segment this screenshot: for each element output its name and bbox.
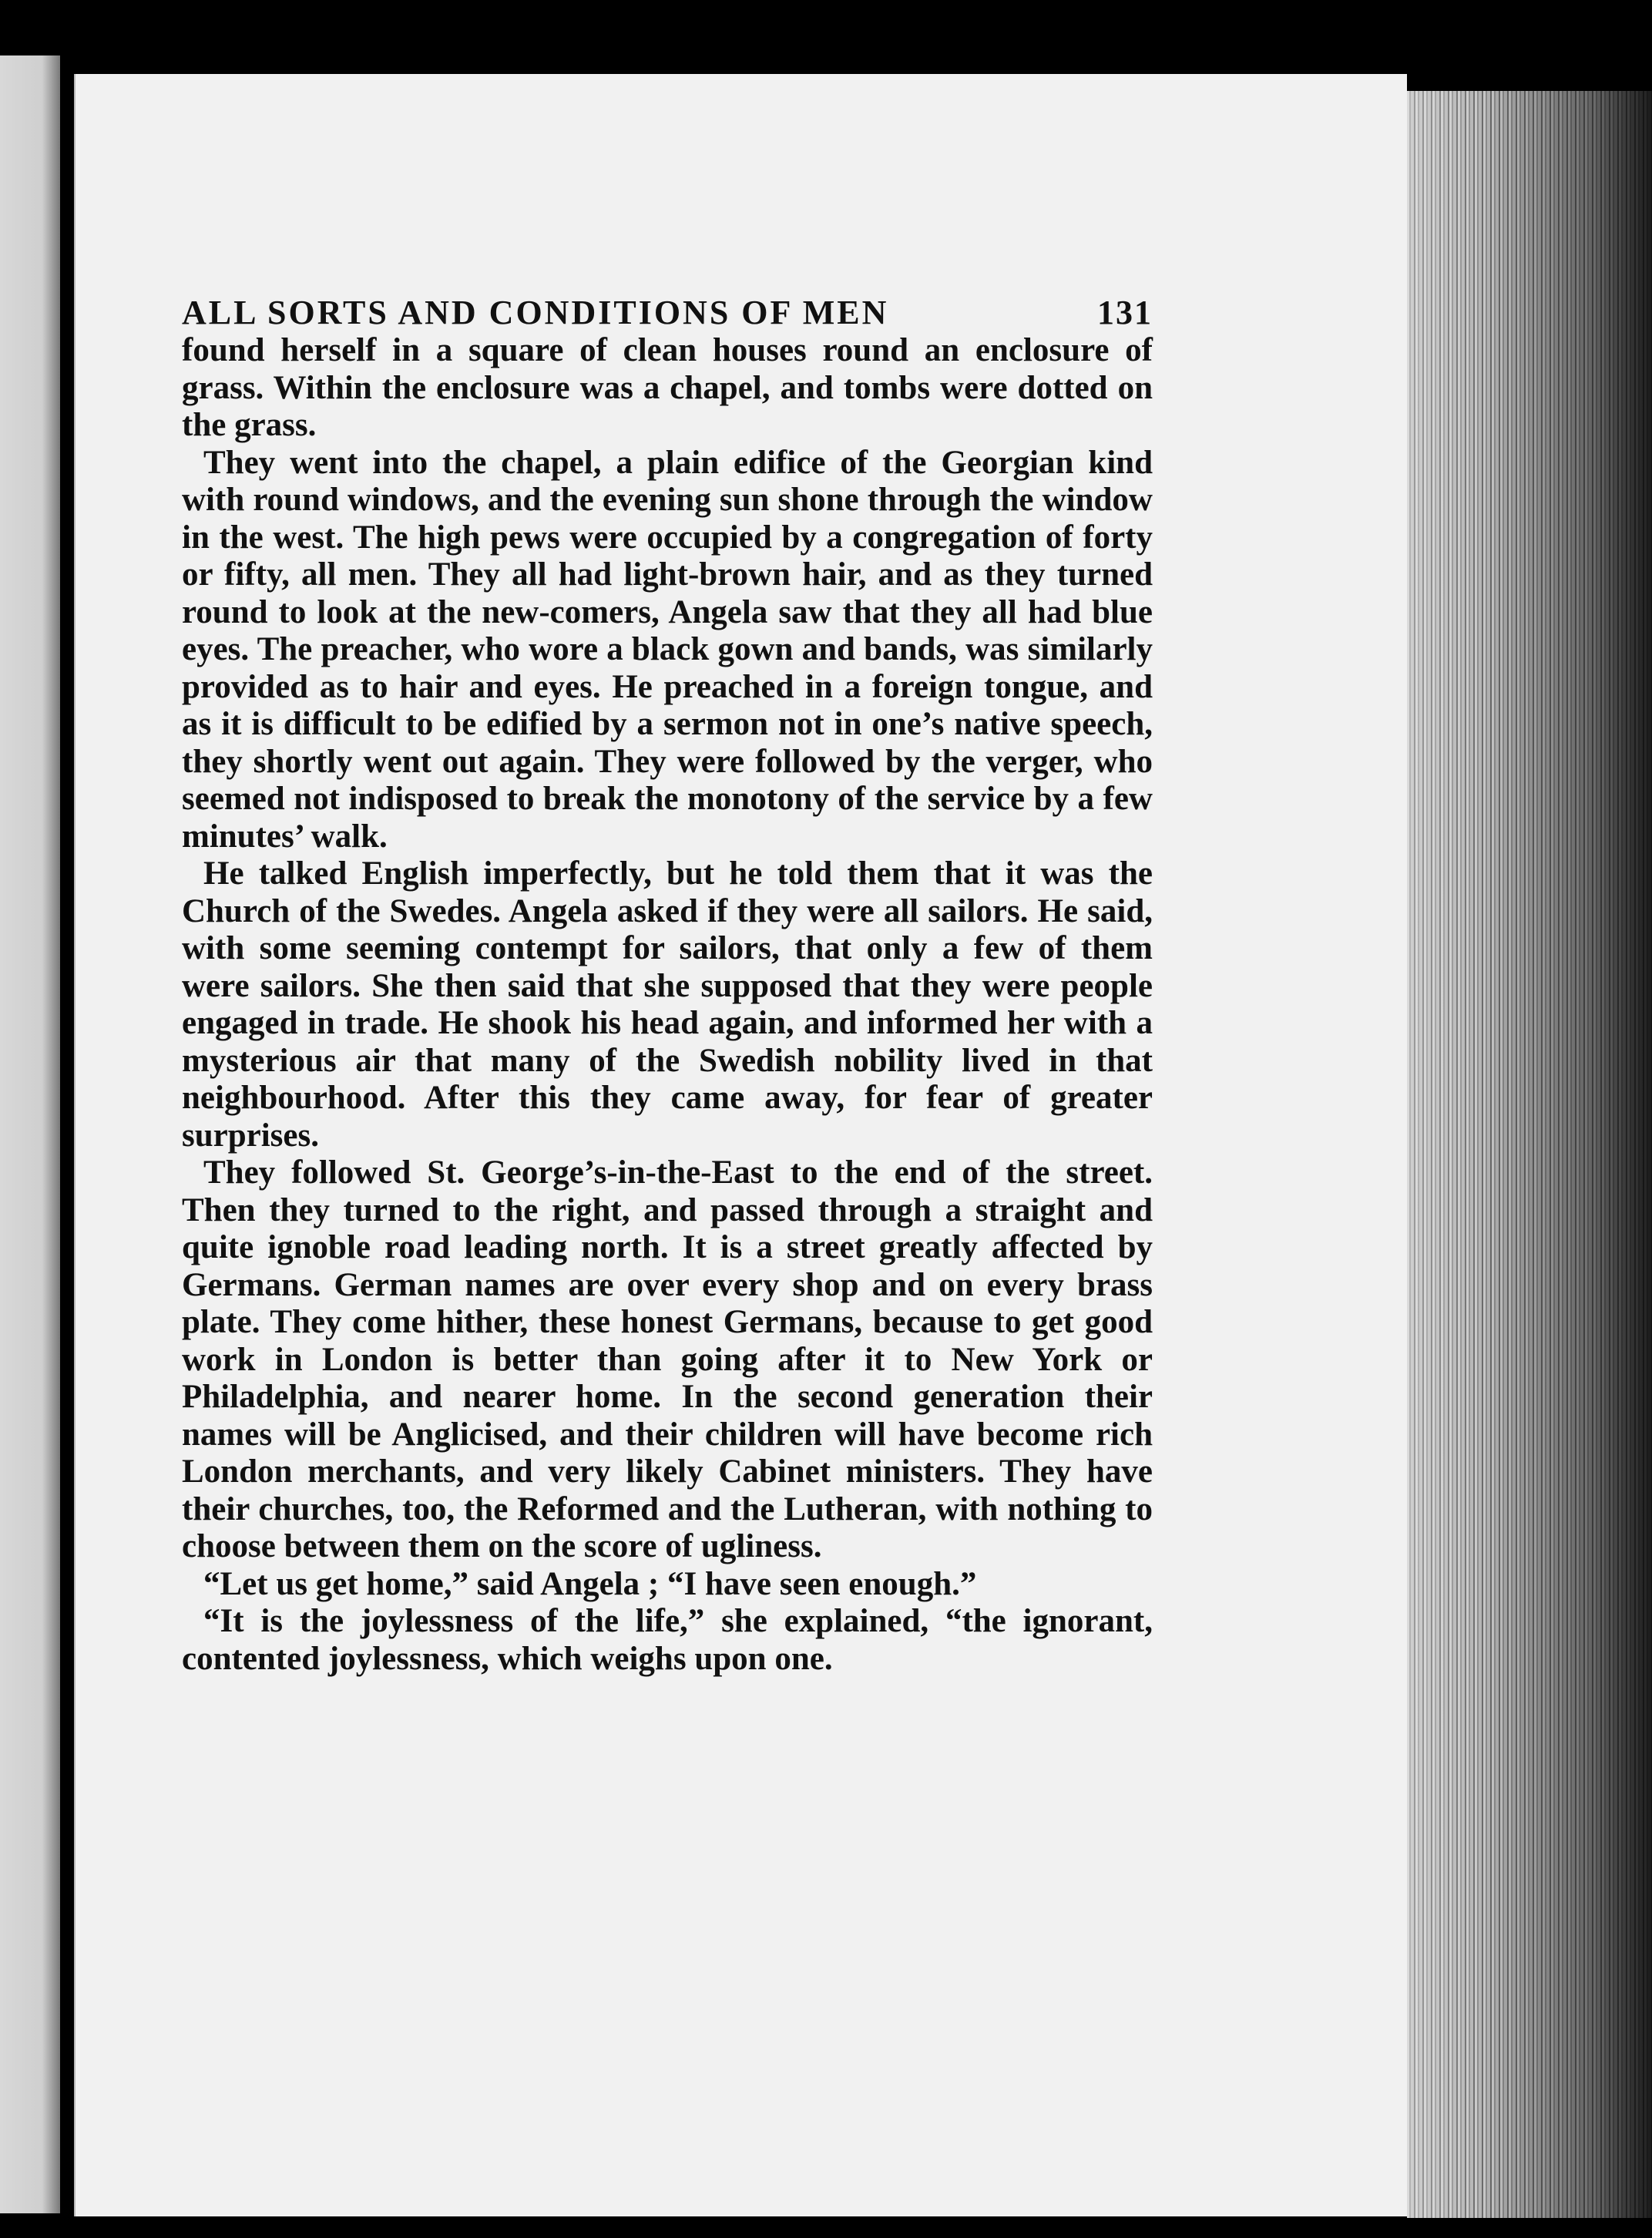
left-page-edge [0, 55, 60, 2213]
running-head-title: ALL SORTS AND CONDITIONS OF MEN [182, 294, 889, 331]
paragraph-verger: He talked English imperfectly, but he told them that it was the Church of the Swedes. Angela asked if they were all sailors. He said, with some seeming contempt for sailors, that only a few of them were sailors. She then said that she supposed that they were people engaged in trade. He shook his head again, and informed her with a mysterious air that many of the Swedish nobility lived in that neighbourhood. After this they came away, for fear of greater surprises. [182, 855, 1153, 1154]
page-number: 131 [1097, 294, 1153, 331]
paragraph-chapel: They went into the chapel, a plain edifice of the Georgian kind with round windows, and the evening sun shone through the window in the west. The high pews were occupied by a congregation of forty or fifty, all men. They all had light-brown hair, and as they turned round to look at the new-comers, Angela saw that they all had blue eyes. The preacher, who wore a black gown and bands, was similarly provided as to hair and eyes. He preached in a foreign tongue, and as it is difficult to be edified by a sermon not in one’s native speech, they shortly went out again. They were followed by the verger, who seemed not indisposed to break the monotony of the service by a few minutes’ walk. [182, 444, 1153, 855]
running-head [182, 293, 1153, 332]
paragraph-germans: They followed St. George’s-in-the-East to the end of the street. Then they turned to the right, and passed through a straight and quite ignoble road leading north. It is a street greatly affected by Germans. German names are over every shop and on every brass plate. They come hither, these honest Germans, because to get good work in London is better than going after it to New York or Philadelphia, and nearer home. In the second generation their names will be Anglicised, and their children will have become rich London merchants, and very likely Cabinet ministers. They have their churches, too, the Reformed and the Lutheran, with nothing to choose between them on the score of ugliness. [182, 1154, 1153, 1564]
paragraph-continuation: found herself in a square of clean houses round an enclosure of grass. Within the enclosure was a chapel, and tombs were dotted on the grass. [182, 332, 1153, 443]
page-block-shadow [1407, 91, 1652, 2218]
page-text-block [182, 293, 1153, 1678]
paragraph-let-us-get-home: “Let us get home,” said Angela ; “I have seen enough.” [203, 1565, 977, 1602]
paragraph-joylessness: “It is the joylessness of the life,” she explained, “the ignorant, contented joylessness, which weighs upon one. [182, 1603, 1153, 1677]
body-text [182, 332, 1153, 1678]
